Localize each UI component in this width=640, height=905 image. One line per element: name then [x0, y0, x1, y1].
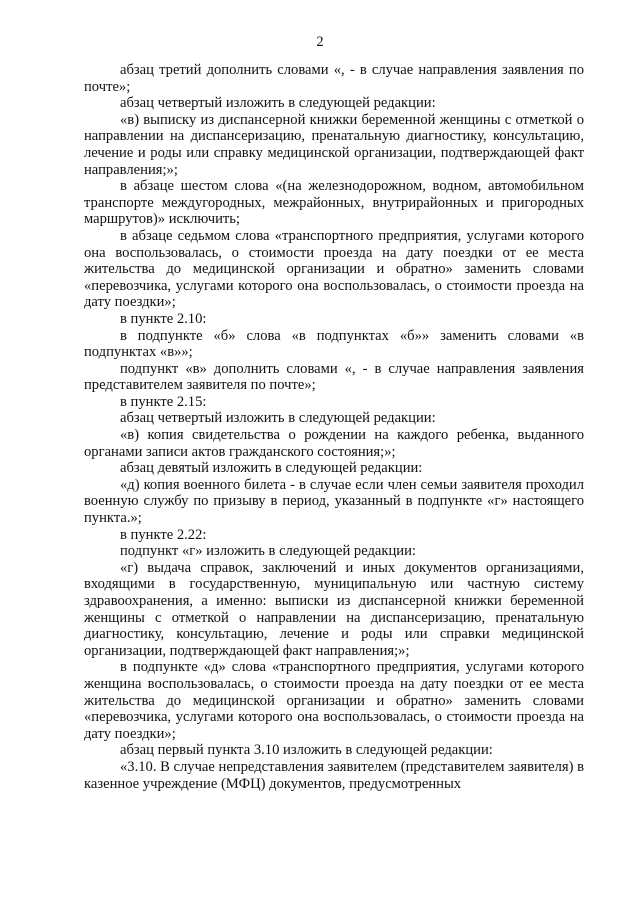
paragraph: абзац девятый изложить в следующей редакции: — [120, 460, 423, 477]
paragraph: «3.10. В случае непредставления заявителем (представителем заявителя) в казенное учреждение (МФЦ) документов, предусмотренных — [84, 758, 585, 792]
paragraph: в подпункте «д» слова «транспортного предприятия, услугами которого женщина воспользовалась, о стоимости проезда на дату поездки от ее места жительства до медицинской организации и обратно» заменить словами «перевозчика, услугами которого она воспользовалась, о стоимости проезда на дату поездки»; — [84, 659, 584, 742]
paragraph: абзац первый пункта 3.10 изложить в следующей редакции: — [120, 742, 493, 759]
page-number: 2 — [316, 34, 324, 50]
paragraph: в пункте 2.15: — [120, 393, 207, 410]
paragraph: в подпункте «б» слова «в подпунктах «б»» заменить словами «в подпунктах «в»»; — [84, 327, 584, 361]
document-body — [84, 62, 584, 792]
paragraph: в пункте 2.22: — [120, 526, 207, 543]
paragraph: абзац третий дополнить словами «, - в случае направления заявления по почте»; — [84, 62, 584, 95]
paragraph: подпункт «г» изложить в следующей редакции: — [120, 543, 416, 560]
paragraph: в абзаце седьмом слова «транспортного предприятия, услугами которого она воспользовалась, о стоимости проезда на дату поездки от ее места жительства до медицинской организации и обратно» заменить словами «перевозчика, услугами которого она воспользовалась, о стоимости проезда на дату поездки»; — [84, 227, 584, 311]
paragraph: в абзаце шестом слова «(на железнодорожном, водном, автомобильном транспорте междугородных, межрайонных, внутрирайонных и пригородных маршрутов)» исключить; — [84, 178, 584, 228]
paragraph: абзац четвертый изложить в следующей редакции: — [120, 410, 436, 427]
paragraph: «д) копия военного билета - в случае если член семьи заявителя проходил военную службу по призыву в период, указанный в подпункте «г» настоящего пункта.»; — [84, 476, 584, 527]
paragraph: «в) копия свидетельства о рождении на каждого ребенка, выданного органами записи актов гражданского состояния;»; — [84, 427, 584, 460]
paragraph: в пункте 2.10: — [120, 310, 207, 327]
paragraph: абзац четвертый изложить в следующей редакции: — [120, 95, 436, 112]
paragraph: «г) выдача справок, заключений и иных документов организациями, входящими в государственную, муниципальную или частную систему здравоохранения, а именно: выписки из диспансерной книжки беременной женщины с отметкой о направлении на диспансеризацию, пренатальную диагностику, консультацию, лечение и роды или справки медицинской организации, подтверждающей факт направления;»; — [84, 559, 584, 659]
paragraph: «в) выписку из диспансерной книжки беременной женщины с отметкой о направлении на диспансеризацию, пренатальную диагностику, консультацию, лечение и роды или справку медицинской организации, подтверждающей факт направления;»; — [84, 111, 584, 178]
paragraph: подпункт «в» дополнить словами «, - в случае направления заявления представителем заявителя по почте»; — [84, 360, 584, 394]
